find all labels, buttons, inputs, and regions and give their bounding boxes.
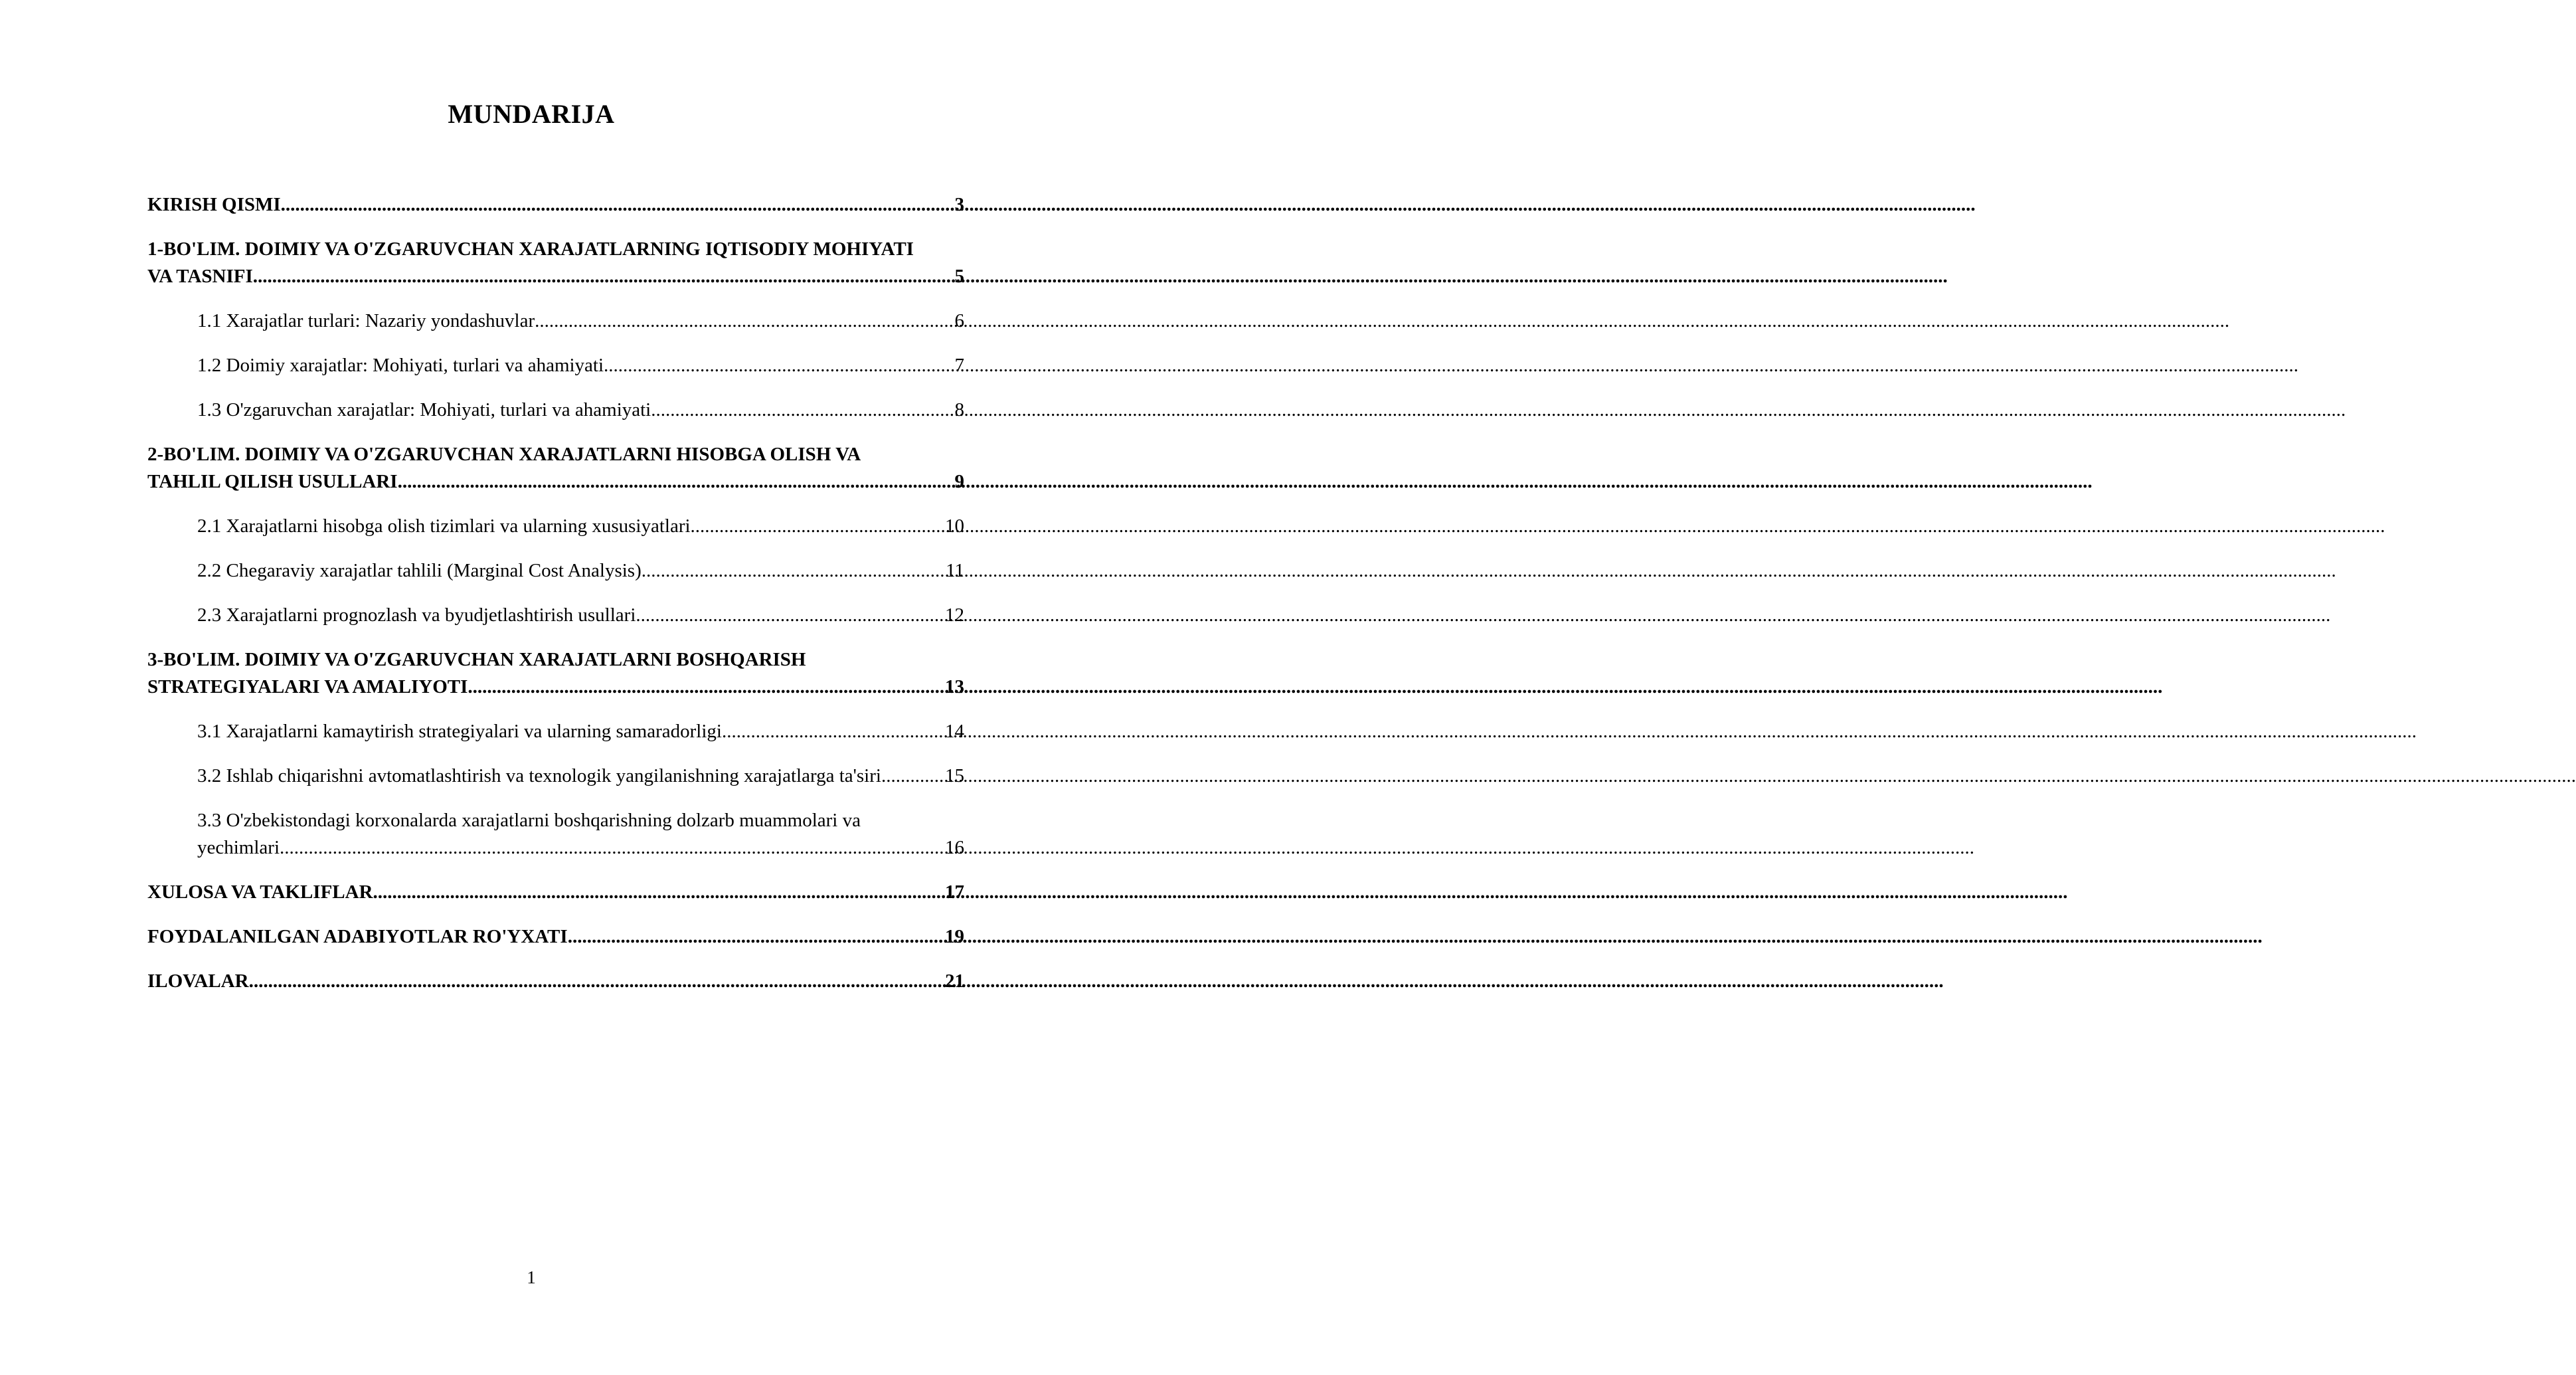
toc-entry-chapter-1[interactable] (147, 236, 964, 290)
toc-page-number: 11 (946, 560, 964, 581)
dot-leader (881, 763, 944, 790)
toc-entry-section-1-1[interactable] (147, 308, 964, 335)
toc-entry-section-3-3[interactable] (147, 807, 964, 862)
toc-page-number: 8 (954, 399, 964, 420)
toc-entry-label: 2-BO'LIM. DOIMIY VA O'ZGARUVCHAN XARAJATLARNI HISOBGA OLISH VA (147, 444, 861, 465)
toc-page-number: 6 (954, 310, 964, 331)
toc-entry-chapter-2[interactable] (147, 441, 964, 496)
toc-page-number: 10 (945, 515, 964, 537)
toc-entry-section-1-2[interactable] (147, 352, 964, 379)
toc-page-number: 19 (945, 926, 964, 947)
toc-entry-label: 1.2 Doimiy xarajatlar: Mohiyati, turlari va ahamiyati (197, 355, 604, 376)
toc-page-number: 17 (945, 881, 964, 903)
toc-entry-xulosa[interactable] (147, 879, 964, 906)
toc-entry-label: 2.3 Xarajatlarni prognozlash va byudjetlashtirish usullari (197, 604, 636, 626)
toc-entry-label: 3.1 Xarajatlarni kamaytirish strategiyalari va ularning samaradorligi (197, 721, 722, 742)
toc-entry-label-continued: VA TASNIFI (147, 266, 253, 287)
toc-entry-ilovalar[interactable] (147, 968, 964, 995)
dot-leader (468, 674, 944, 701)
toc-entry-label: XULOSA VA TAKLIFLAR (147, 881, 373, 903)
page-footer-number: 1 (527, 1267, 536, 1287)
dot-leader (281, 191, 954, 219)
toc-entry-label: FOYDALANILGAN ADABIYOTLAR RO'YXATI (147, 926, 568, 947)
toc-entry-label: 1.3 O'zgaruvchan xarajatlar: Mohiyati, turlari va ahamiyati (197, 399, 651, 420)
dot-leader (722, 718, 944, 745)
toc-page-number: 3 (954, 194, 964, 215)
dot-leader (642, 557, 944, 585)
dot-leader (651, 397, 953, 424)
toc-entry-label: 1.1 Xarajatlar turlari: Nazariy yondashuvlar (197, 310, 535, 331)
toc-entry-label: 3.2 Ishlab chiqarishni avtomatlashtirish va texnologik yangilanishning xarajatlarga ta'siri (197, 765, 881, 786)
toc-entry-section-1-3[interactable] (147, 397, 964, 424)
toc-page-number: 5 (954, 266, 964, 287)
toc-entry-section-2-2[interactable] (147, 557, 964, 585)
toc-entry-label: 2.2 Chegaraviy xarajatlar tahlili (Marginal Cost Analysis) (197, 560, 642, 581)
dot-leader (373, 879, 944, 906)
toc-entry-label: KIRISH QISMI (147, 194, 281, 215)
toc-entry-label: 3.3 O'zbekistondagi korxonalarda xarajatlarni boshqarishning dolzarb muammolari va (197, 810, 861, 831)
toc-entry-section-3-1[interactable] (147, 718, 964, 745)
toc-page-number: 16 (945, 837, 964, 858)
toc-entry-label: 1-BO'LIM. DOIMIY VA O'ZGARUVCHAN XARAJATLARNING IQTISODIY MOHIYATI (147, 238, 914, 260)
toc-page-number: 21 (945, 970, 964, 992)
toc-page-number: 13 (945, 676, 964, 697)
toc-entry-section-2-1[interactable] (147, 513, 964, 540)
dot-leader (535, 308, 953, 335)
dot-leader (280, 834, 944, 862)
toc-entry-adabiyotlar[interactable] (147, 923, 964, 951)
toc-entry-label: 2.1 Xarajatlarni hisobga olish tizimlari va ularning xususiyatlari (197, 515, 691, 537)
toc-entry-label-continued: STRATEGIYALARI VA AMALIYOTI (147, 676, 468, 697)
toc-entry-label: 3-BO'LIM. DOIMIY VA O'ZGARUVCHAN XARAJATLARNI BOSHQARISH (147, 649, 806, 670)
toc-entry-section-2-3[interactable] (147, 602, 964, 629)
page-title: MUNDARIJA (448, 99, 615, 129)
dot-leader (636, 602, 944, 629)
toc-entry-chapter-3[interactable] (147, 646, 964, 701)
toc-page-number: 9 (954, 471, 964, 492)
dot-leader (249, 968, 944, 995)
dot-leader (691, 513, 944, 540)
dot-leader (398, 468, 954, 496)
toc-entry-label-continued: yechimlari (197, 837, 280, 858)
dot-leader (568, 923, 944, 951)
table-of-contents (147, 191, 964, 1012)
toc-entry-section-3-2[interactable] (147, 763, 964, 790)
dot-leader (604, 352, 953, 379)
dot-leader (253, 263, 954, 290)
toc-page-number: 14 (945, 721, 964, 742)
toc-page-number: 7 (954, 355, 964, 376)
toc-page-number: 15 (945, 765, 964, 786)
toc-entry-label-continued: TAHLIL QILISH USULLARI (147, 471, 398, 492)
toc-page-number: 12 (945, 604, 964, 626)
toc-entry-label: ILOVALAR (147, 970, 249, 992)
toc-entry-kirish[interactable] (147, 191, 964, 219)
